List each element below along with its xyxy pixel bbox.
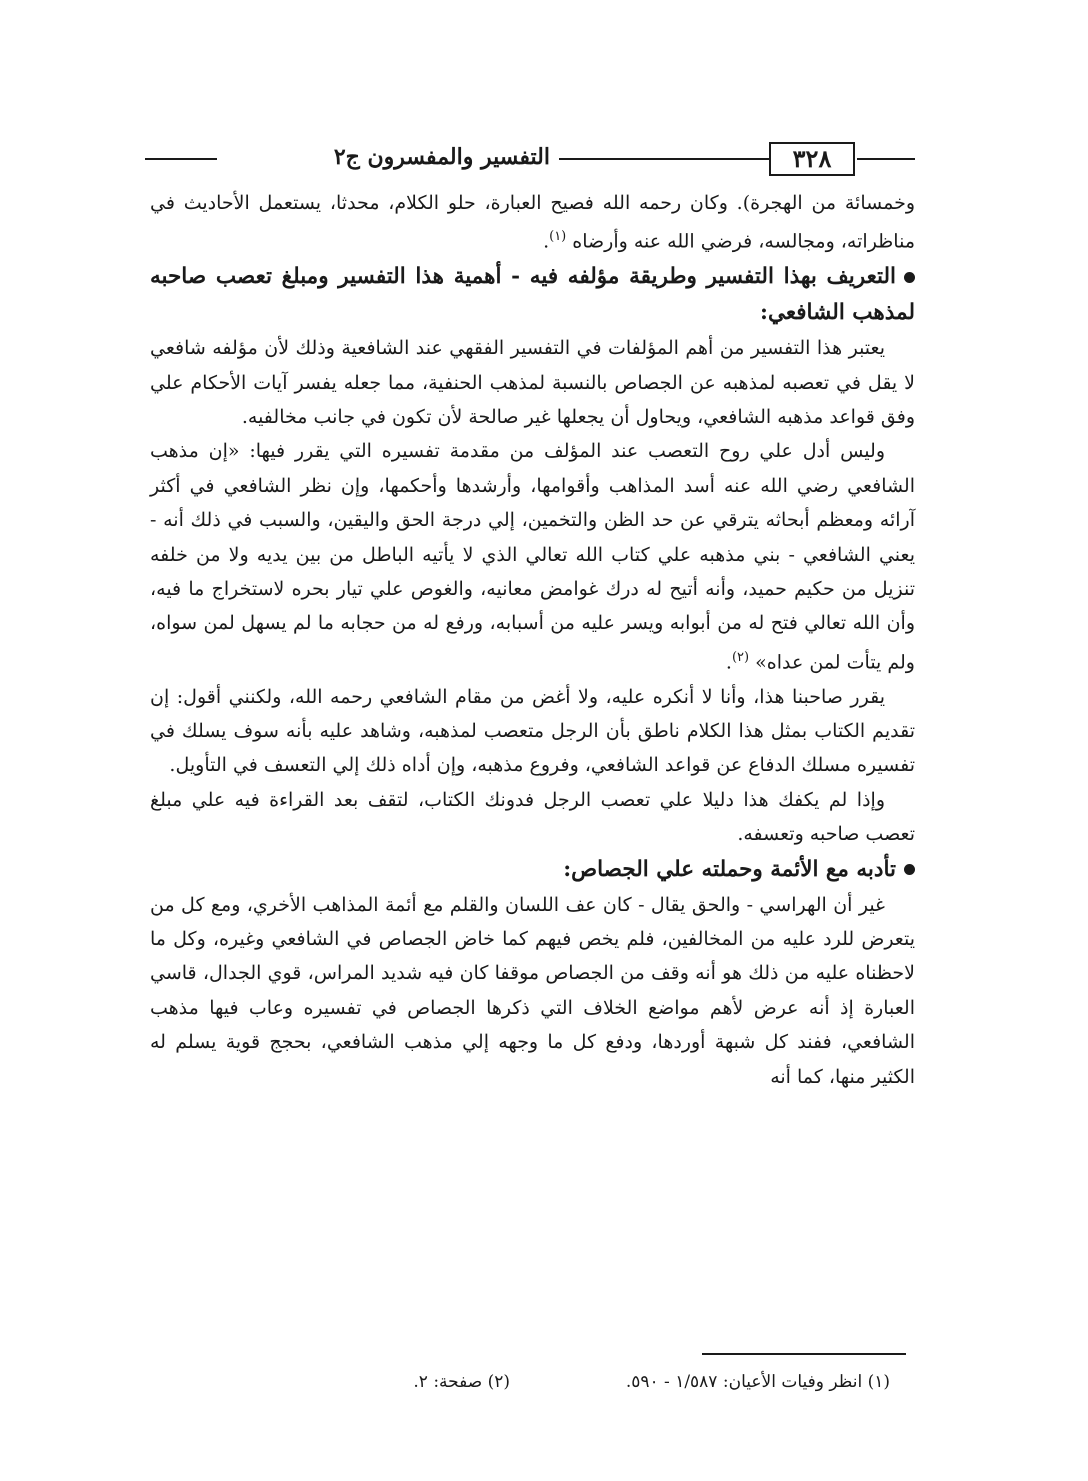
header-rule-left [145, 158, 217, 160]
paragraph-text: وليس أدل علي روح التعصب عند المؤلف من مقدمة تفسيره التي يقرر فيها: «إن مذهب الشافعي رضي الله عنه أسد المذاهب وأقوامها، وأرشدها وأحكمها، وإن نظر الشافعي في أكثر آرائه ومعظم أبحاثه يترقي عن حد الظن والتخمين، إلي درجة الحق واليقين، والسبب في ذلك أنه - يعني الشافعي - بني مذهبه علي كتاب الله تعالي الذي لا يأتيه الباطل من بين يديه ولا من خلفه تنزيل من حكيم حميد، وأنه أتيح له درك غوامض معانيه، والغوص علي تيار بحره لاستخراج ما فيه، وأن الله تعالي فتح له من أبوابه ويسر عليه من أسبابه، ورفع له من حجابه ما لم يسهل لمن سواه، ولم يتأت لمن عداه» [150, 440, 915, 674]
header-rule-middle [559, 158, 769, 160]
paragraph-importance: يعتبر هذا التفسير من أهم المؤلفات في التفسير الفقهي عند الشافعية وذلك لأن مؤلفه شافعي لا يقل في تعصبه لمذهبه عن الجصاص بالنسبة لمذهب الحنفية، مما جعله يفسر آيات الأحكام علي وفق قواعد مذهبه الشافعي، ويحاول أن يجعلها غير صالحة لأن تكون في جانب مخالفيه. [150, 337, 915, 428]
paragraph-book-reference: وإذا لم يكفك هذا دليلا علي تعصب الرجل فدونك الكتاب، لتقف بعد القراءة فيه علي مبلغ تعصب صاحبه وتعسفه. [150, 788, 915, 846]
main-text [150, 186, 915, 1094]
header-rule-right [857, 158, 915, 160]
footnote-ref-2: (٢) [731, 649, 750, 665]
section-heading-1 [150, 259, 915, 331]
footnote-2: (٢) صفحة: ٢. [413, 1372, 510, 1392]
page-number: ٣٢٨ [769, 142, 855, 176]
footnote-1: (١) انظر وفيات الأعيان: ١/٥٨٧ - ٥٩٠. [625, 1372, 890, 1392]
running-title: التفسير والمفسرون ج٢ [333, 144, 550, 170]
footnote-ref-1: (١) [549, 229, 567, 245]
heading-text: التعريف بهذا التفسير وطريقة مؤلفه فيه - أهمية هذا التفسير ومبلغ تعصب صاحبه لمذهب الشافعي: [150, 264, 915, 326]
paragraph-intro: وخمسائة من الهجرة). وكان رحمه الله فصيح العبارة، حلو الكلام، محدثا، يستعمل الأحاديث في مناظراته، ومجالسه، فرضي الله عنه وأرضاه $^{(١)}$. [150, 192, 915, 253]
footnotes [300, 1372, 900, 1402]
bullet-icon [904, 864, 915, 875]
running-header [145, 140, 915, 180]
paragraph-text: وخمسائة من الهجرة). وكان رحمه الله فصيح العبارة، حلو الكلام، محدثا، يستعمل الأحاديث في مناظراته، ومجالسه، فرضي الله عنه وأرضاه [150, 192, 915, 253]
footnote-separator [702, 1353, 906, 1355]
bullet-icon [904, 272, 915, 283]
heading-text: تأدبه مع الأئمة وحملته علي الجصاص: [563, 856, 896, 882]
paragraph-quote: وليس أدل علي روح التعصب عند المؤلف من مقدمة تفسيره التي يقرر فيها: «إن مذهب الشافعي رضي الله عنه أسد المذاهب وأقوامها، وأرشدها وأحكمها، وإن نظر الشافعي في أكثر آرائه ومعظم أبحاثه يترقي عن حد الظن والتخمين، إلي درجة الحق واليقين، والسبب في ذلك أنه - يعني الشافعي - بني مذهبه علي كتاب الله تعالي الذي لا يأتيه الباطل من بين يديه ولا من خلفه تنزيل من حكيم حميد، وأنه أتيح له درك غوامض معانيه، والغوص علي تيار بحره لاستخراج ما فيه، وأن الله تعالي فتح له من أبوابه ويسر عليه من أسبابه، ورفع له من حجابه ما لم يسهل لمن سواه، ولم يتأت لمن عداه» $^{(٢)}$. [150, 440, 915, 674]
paragraph-harasi: غير أن الهراسي - والحق يقال - كان عف اللسان والقلم مع أئمة المذاهب الأخري، ومع كل من يتعرض للرد عليه من المخالفين، فلم يخص فيهم كما خاض الجصاص في الشافعي وغيره، وكل ما لاحظناه عليه من ذلك هو أنه وقف من الجصاص موقفا كان فيه شديد المراس، قوي الجدال، قاسي العبارة إذ أنه عرض لأهم مواضع الخلاف التي ذكرها الجصاص في تفسيره وعاب فيها مذهب الشافعي، ففند كل شبهة أوردها، ودفع كل ما وجهه إلي مذهب الشافعي، بحجج قوية يسلم له الكثير منها، كما أنه [150, 893, 915, 1088]
paragraph-commentary: يقرر صاحبنا هذا، وأنا لا أنكره عليه، ولا أغض من مقام الشافعي رحمه الله، ولكنني أقول: إن تقديم الكتاب بمثل هذا الكلام ناطق بأن الرجل متعصب لمذهبه، وشاهد عليه بأنه سوف يسلك في تفسيره مسلك الدفاع عن قواعد الشافعي، وفروع مذهبه، وإن أداه ذلك إلي التعسف في التأويل. [150, 685, 915, 777]
section-heading-2 [150, 852, 915, 888]
